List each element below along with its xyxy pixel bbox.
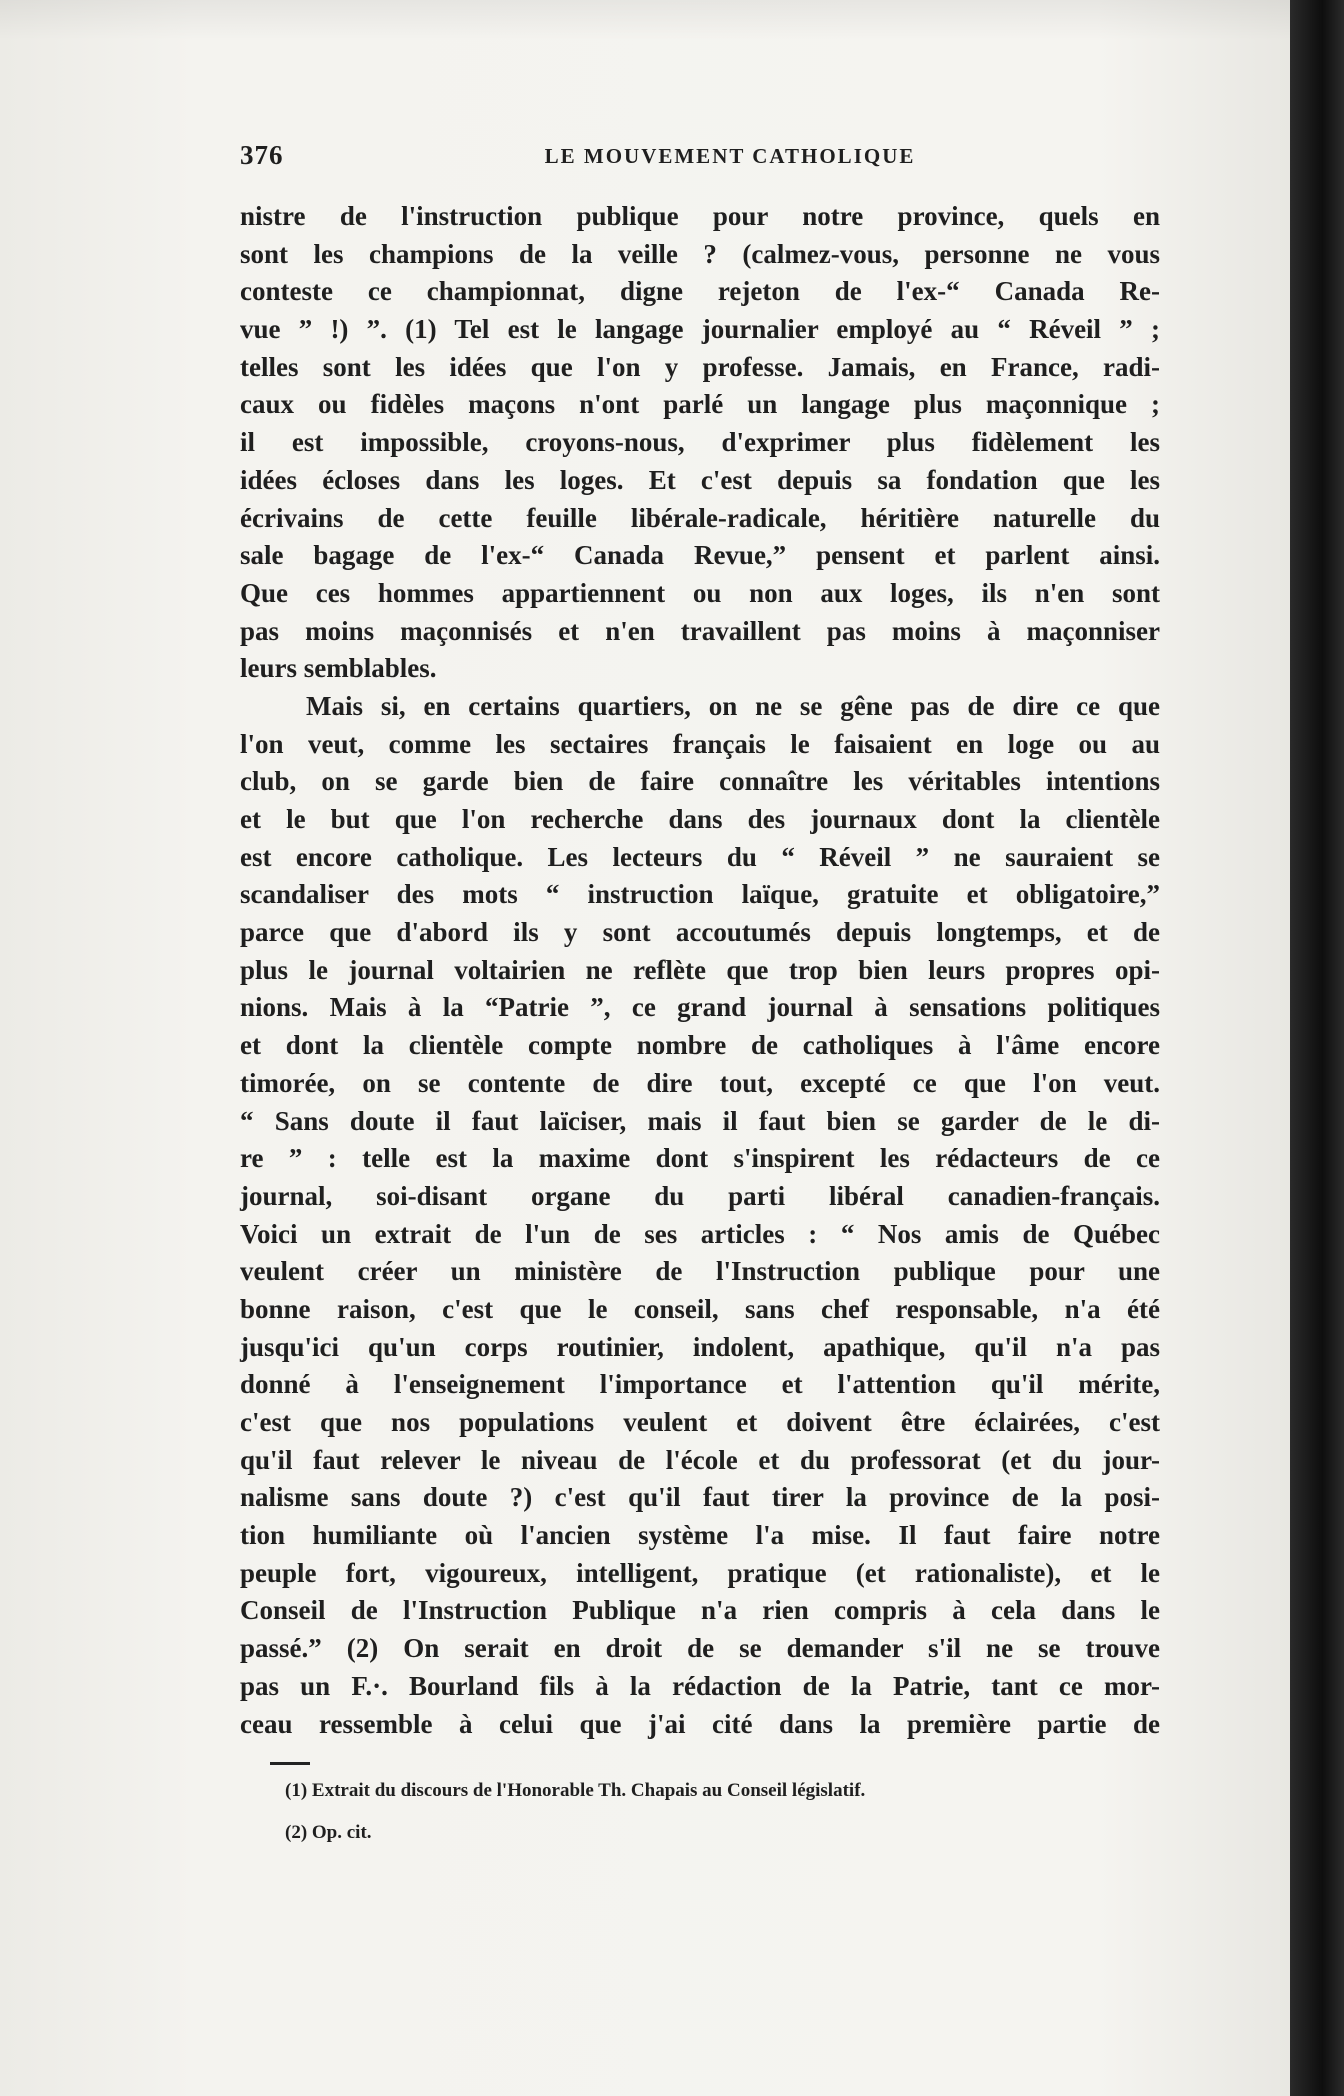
text-line: et le but que l'on recherche dans des journaux dont la clientèle [240,804,1160,834]
text-line: Voici un extrait de l'un de ses articles : “ Nos amis de Québec [240,1218,1160,1249]
page-number: 376 [240,140,284,170]
text-line: club, on se garde bien de faire connaître les véritables intentions [240,766,1160,797]
text-line: re ” : telle est la maxime dont s'inspirent les rédacteurs de ce [240,1143,1160,1174]
text-line: plus le journal voltairien ne reflète que trop bien leurs propres opi- [240,954,1160,985]
footnotes [285,1770,1155,1854]
text-line: et dont la clientèle compte nombre de catholiques à l'âme encore [240,1030,1160,1061]
text-line: l'on veut, comme les sectaires français le faisaient en loge ou au [240,728,1160,759]
text-line: c'est que nos populations veulent et doivent être éclairées, c'est [240,1407,1160,1437]
text-line: donné à l'enseignement l'importance et l'attention qu'il mérite, [240,1369,1160,1400]
scan-dark-edge [1290,0,1344,2096]
footnote: (2) Op. cit. [285,1822,372,1843]
text-line: pas moins maçonnisés et n'en travaillent pas moins à maçonniser [240,615,1160,646]
text-line: est encore catholique. Les lecteurs du “ Réveil ” ne sauraient se [240,841,1160,872]
running-head: LE MOUVEMENT CATHOLIQUE [544,144,916,168]
text-line: nistre de l'instruction publique pour notre province, quels en [240,201,1160,231]
text-line: Que ces hommes appartiennent ou non aux loges, ils n'en sont [240,577,1160,608]
text-line: Conseil de l'Instruction Publique n'a rien compris à cela dans le [240,1595,1160,1626]
text-line: peuple fort, vigoureux, intelligent, pratique (et rationaliste), et le [240,1557,1160,1588]
text-line: journal, soi-disant organe du parti libéral canadien-français. [240,1180,1160,1211]
text-line: ceau ressemble à celui que j'ai cité dans la première partie de [240,1708,1160,1739]
text-line: scandaliser des mots “ instruction laïque, gratuite et obligatoire,” [240,879,1160,910]
text-line: tion humiliante où l'ancien système l'a mise. Il faut faire notre [240,1520,1160,1551]
page-top-shadow [0,0,1290,40]
text-line: conteste ce championnat, digne rejeton de l'ex-“ Canada Re- [240,276,1160,307]
text-line: jusqu'ici qu'un corps routinier, indolent, apathique, qu'il n'a pas [240,1331,1160,1362]
text-line: pas un F.·. Bourland fils à la rédaction de la Patrie, tant ce mor- [240,1670,1160,1701]
text-line: sale bagage de l'ex-“ Canada Revue,” pensent et parlent ainsi. [240,540,1160,571]
text-line: “ Sans doute il faut laïciser, mais il faut bien se garder de le di- [240,1105,1160,1136]
text-line: écrivains de cette feuille libérale-radicale, héritière naturelle du [240,502,1160,533]
text-line: veulent créer un ministère de l'Instruction publique pour une [240,1256,1160,1287]
text-line: idées écloses dans les loges. Et c'est depuis sa fondation que les [240,464,1160,495]
text-line: il est impossible, croyons-nous, d'exprimer plus fidèlement les [240,427,1160,458]
text-line: timorée, on se contente de dire tout, excepté ce que l'on veut. [240,1067,1160,1098]
footnote: (1) Extrait du discours de l'Honorable Th. Chapais au Conseil législatif. [285,1780,866,1801]
text-line: vue ” !) ”. (1) Tel est le langage journalier employé au “ Réveil ” ; [240,314,1160,345]
text-line: parce que d'abord ils y sont accoutumés depuis longtemps, et de [240,917,1160,948]
body-text [240,198,1160,1743]
text-line: nions. Mais à la “Patrie ”, ce grand journal à sensations politiques [240,992,1160,1023]
page-header [240,134,1160,174]
paragraph-start-line: Mais si, en certains quartiers, on ne se gêne pas de dire ce que [306,690,1160,721]
text-line: bonne raison, c'est que le conseil, sans chef responsable, n'a été [240,1293,1160,1324]
text-line: nalisme sans doute ?) c'est qu'il faut tirer la province de la posi- [240,1482,1160,1513]
text-line: caux ou fidèles maçons n'ont parlé un langage plus maçonnique ; [240,389,1160,420]
text-line: passé.” (2) On serait en droit de se demander s'il ne se trouve [240,1633,1160,1664]
text-line: qu'il faut relever le niveau de l'école et du professorat (et du jour- [240,1444,1160,1475]
footnote-rule [270,1762,310,1765]
text-line: telles sont les idées que l'on y professe. Jamais, en France, radi- [240,351,1160,382]
text-line: leurs semblables. [240,653,437,684]
text-line: sont les champions de la veille ? (calmez-vous, personne ne vous [240,238,1160,269]
